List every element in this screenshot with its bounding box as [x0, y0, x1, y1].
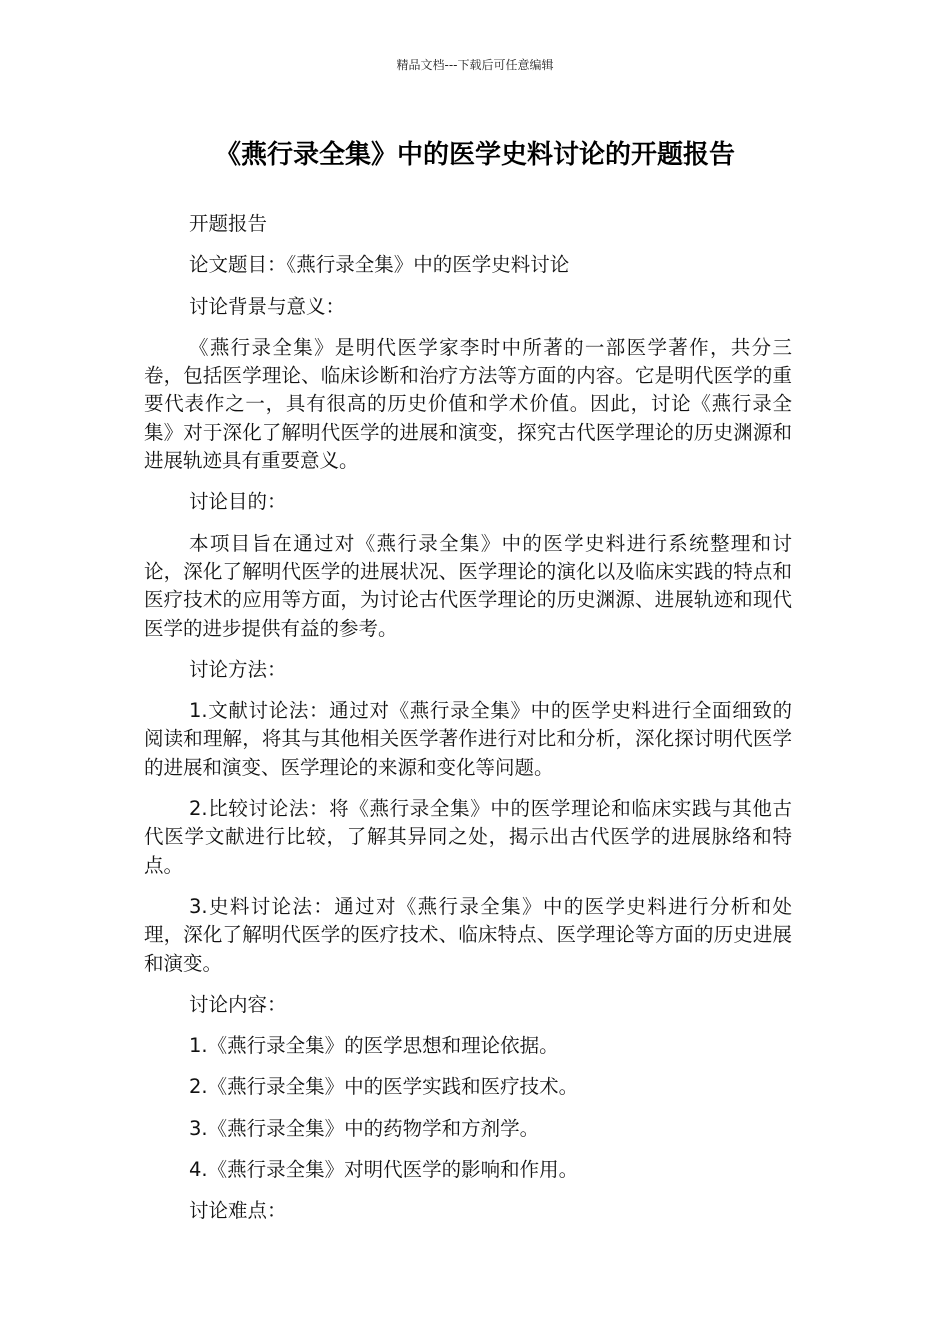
heading-methods: 讨论方法： [189, 657, 287, 681]
header-note: 精品文档---下载后可任意编辑 [396, 58, 554, 72]
paragraph-method-1: 1.文献讨论法：通过对《燕行录全集》中的医学史料进行全面细致的阅读和理解，将其与其他相关医学著作进行对比和分析，深化探讨明代医学的进展和演变、医学理论的来源和变化等问题。 [144, 699, 792, 779]
paragraph-purpose: 本项目旨在通过对《燕行录全集》中的医学史料进行系统整理和讨论，深化了解明代医学的进展状况、医学理论的演化以及临床实践的特点和医疗技术的应用等方面，为讨论古代医学理论的历史渊源、进展轨迹和现代医学的进步提供有益的参考。 [144, 531, 792, 640]
heading-background: 讨论背景与意义： [189, 294, 346, 318]
heading-content: 讨论内容： [189, 992, 287, 1016]
heading-purpose: 讨论目的： [189, 490, 287, 514]
paragraph-content-2: 2.《燕行录全集》中的医学实践和医疗技术。 [189, 1075, 579, 1099]
heading-difficulties: 讨论难点： [189, 1199, 287, 1223]
paragraph-report-label: 开题报告 [189, 212, 268, 235]
paragraph-content-1: 1.《燕行录全集》的医学思想和理论依据。 [189, 1034, 559, 1058]
document-body [144, 210, 792, 1226]
paragraph-content-4: 4.《燕行录全集》对明代医学的影响和作用。 [189, 1158, 579, 1182]
document-title: 《燕行录全集》中的医学史料讨论的开题报告 [214, 140, 735, 170]
paragraph-method-2: 2.比较讨论法：将《燕行录全集》中的医学理论和临床实践与其他古代医学文献进行比较，了解其异同之处，揭示出古代医学的进展脉络和特点。 [144, 797, 792, 877]
paragraph-content-3: 3.《燕行录全集》中的药物学和方剂学。 [189, 1116, 540, 1140]
paragraph-background: 《燕行录全集》是明代医学家李时中所著的一部医学著作，共分三卷，包括医学理论、临床诊断和治疗方法等方面的内容。它是明代医学的重要代表作之一，具有很高的历史价值和学术价值。因此，讨论《燕行录全集》对于深化了解明代医学的进展和演变，探究古代医学理论的历史渊源和进展轨迹具有重要意义。 [144, 335, 792, 473]
paragraph-method-3: 3.史料讨论法：通过对《燕行录全集》中的医学史料进行分析和处理，深化了解明代医学的医疗技术、临床特点、医学理论等方面的历史进展和演变。 [144, 894, 792, 975]
paragraph-thesis-title: 论文题目：《燕行录全集》中的医学史料讨论 [189, 253, 570, 277]
